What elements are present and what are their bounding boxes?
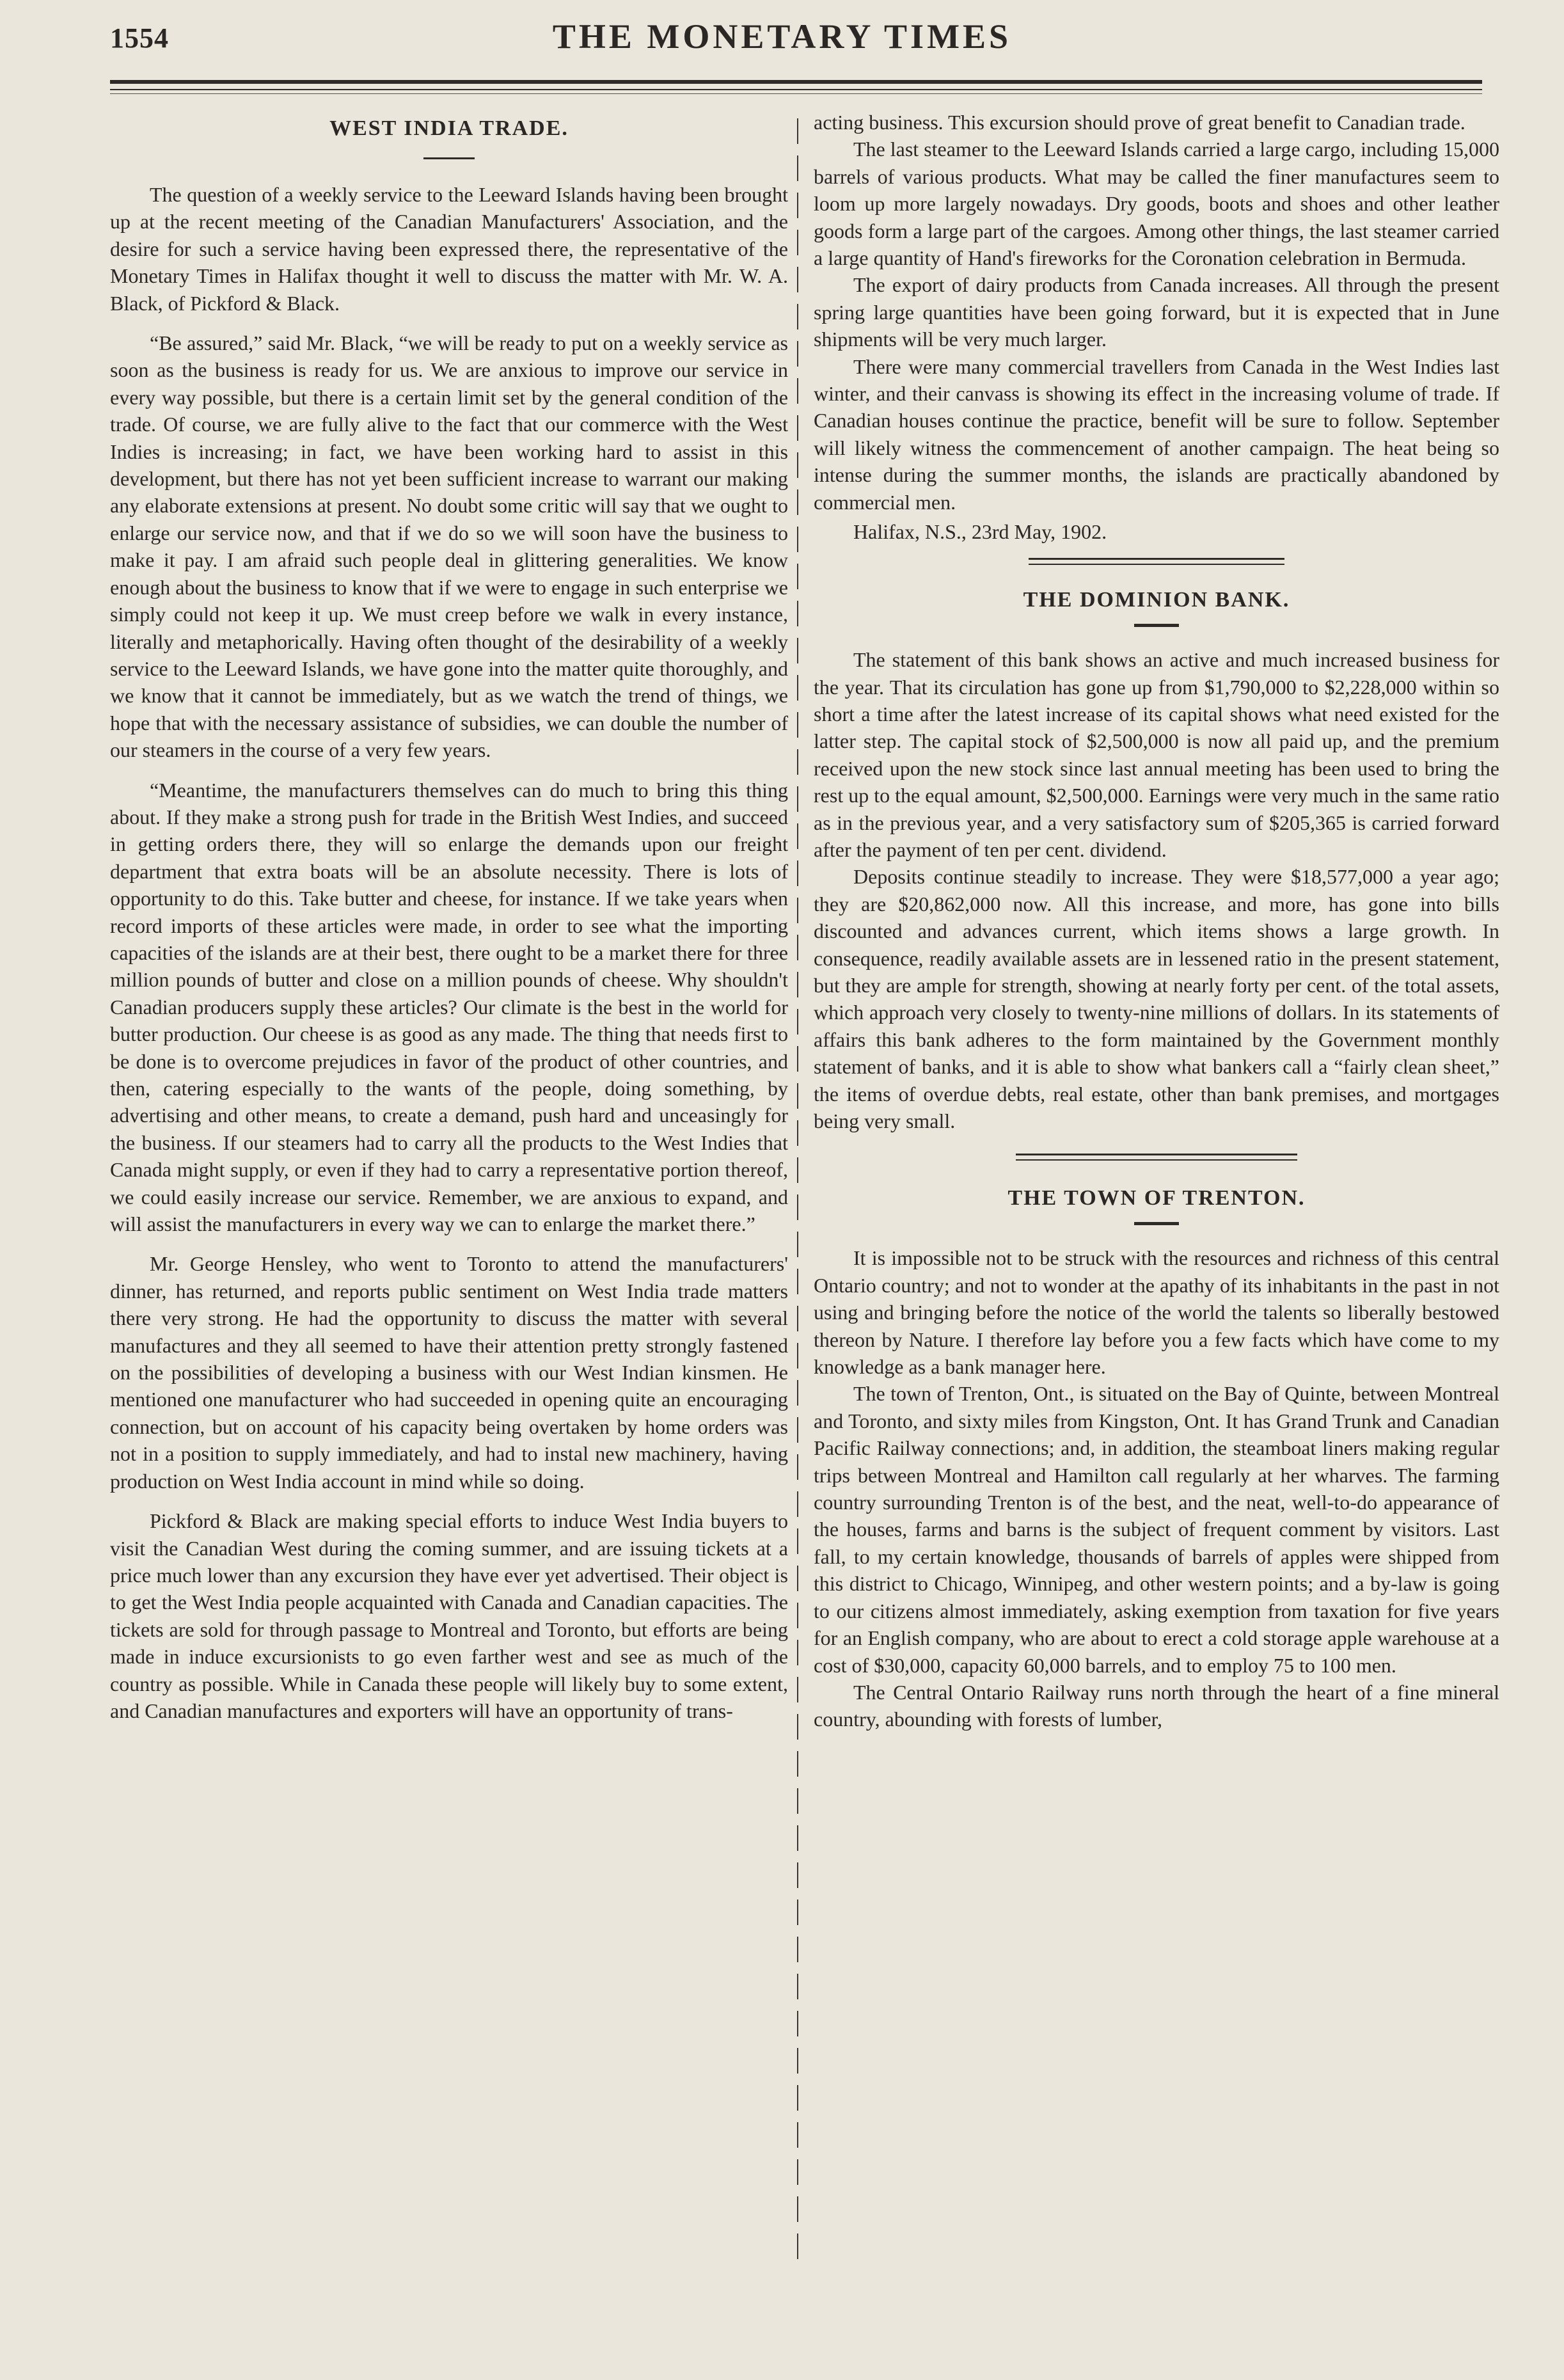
paragraph: The last steamer to the Leeward Islands carried a large cargo, including 15,000 barrels of various products. What may be called the finer manufactures seem to loom up more largely nowadays. Dry goods, boots and shoes and other leather goods form a large part of the cargoes. Among other things, the last steamer carried a large quantity of Hand's fireworks for the Coronation celebration in Bermuda. xyxy=(814,138,1499,270)
paragraph: The town of Trenton, Ont., is situated on the Bay of Quinte, between Montreal and Toronto, and sixty miles from Kingston, Ont. It has Grand Trunk and Canadian Pacific Railway connections; and, in addition, the steamboat liners making regular trips between Montreal and Hamilton call regularly at her wharves. The farming country surrounding Trenton is of the best, and the neat, well-to-do appearance of the houses, farms and barns is the subject of frequent comment by visitors. Last fall, to my certain knowledge, thousands of barrels of apples were shipped from this district to Chicago, Winnipeg, and other western points; and a by-law is going to our citizens almost immediately, asking exemption from taxation for five years for an English company, who are about to erect a cold storage apple warehouse at a cost of $30,000, capacity 60,000 barrels, and to employ 75 to 100 men. xyxy=(814,1382,1499,1677)
paragraph: “Meantime, the manufacturers themselves can do much to bring this thing about. If they make a strong push for trade in the British West Indies, and succeed in getting orders there, they will so enlarge the demands upon our freight department that extra boats will be an absolute necessity. There is lots of opportunity to do this. Take butter and cheese, for instance. If we take years when record imports of these articles were made, in order to see what the importing capacities of the islands are at their best, there ought to be a market there for three million pounds of butter and close on a million pounds of cheese. Why shouldn't Canadian producers supply these articles? Our climate is the best in the world for butter production. Our cheese is as good as any made. The thing that needs first to be done is to overcome prejudices in favor of the product of other countries, and then, catering especially to the wants of the people, doing something, by advertising and other means, to create a demand, push hard and unceasingly for the business. If our steamers had to carry all the products to the West Indies that Canada might supply, or even if they had to carry a representative portion thereof, we could easily increase our service. Remember, we are anxious to expand, and will assist the manufacturers in every way we can to enlarge the market there.” xyxy=(110,778,788,1236)
dateline: Halifax, N.S., 23rd May, 1902. xyxy=(853,520,1107,544)
paragraph: It is impossible not to be struck with the resources and richness of this central Ontario country; and not to wonder at the apathy of its inhabitants in the past in not using and bringing before the notice of the world the talents so liberally bestowed thereon by Nature. I therefore lay before you a few facts which have come to my knowledge as a bank manager here. xyxy=(814,1246,1499,1379)
title-underline xyxy=(423,157,475,159)
article-title-dominion-bank: THE DOMINION BANK. xyxy=(1023,588,1290,612)
paragraph: The question of a weekly service to the Leeward Islands having been brought up at the recent meeting of the Canadian Manufacturers' Association, and the desire for such a service having been expressed there, the representative of the Monetary Times in Halifax thought it well to discuss the matter with Mr. W. A. Black, of Pickford & Black. xyxy=(110,183,788,315)
page-number: 1554 xyxy=(110,22,169,54)
left-column xyxy=(110,109,788,1724)
right-column xyxy=(814,109,1499,1733)
article-title-west-india-trade: WEST INDIA TRADE. xyxy=(329,116,569,140)
section-separator xyxy=(1016,1154,1297,1161)
paragraph: Mr. George Hensley, who went to Toronto to attend the manufacturers' dinner, has returned, and reports public sentiment on West India trade matters there very strong. He had the opportunity to discuss the matter with several manufactures and they all seemed to have their attention pretty strongly fastened on the possibilities of developing a business with our West Indian kinsmen. He mentioned one manufacturer who had succeeded in opening quite an encouraging connection, but on account of his capacity being overtaken by home orders was not in a position to supply immediately, and had to instal new machinery, having production on West India account in mind while so doing. xyxy=(110,1252,788,1493)
header-rule-thin xyxy=(110,89,1482,90)
column-divider xyxy=(797,118,798,2268)
paragraph: The Central Ontario Railway runs north through the heart of a fine mineral country, abounding with forests of lumber, xyxy=(814,1680,1499,1731)
paragraph: The statement of this bank shows an active and much increased business for the year. That its circulation has gone up from $1,790,000 to $2,228,000 within so short a time after the latest increase of its capital shows what need existed for the latter step. The capital stock of $2,500,000 is now all paid up, and the premium received upon the new stock since last annual meeting has been used to bring the rest up to the equal amount, $2,500,000. Earnings were very much in the same ratio as in the previous year, and a very satisfactory sum of $205,365 is carried forward after the payment of ten per cent. dividend. xyxy=(814,648,1499,861)
paragraph: Deposits continue steadily to increase. They were $18,577,000 a year ago; they are $20,862,000 now. All this increase, and more, has gone into bills discounted and advances current, which items shows a large growth. In consequence, readily available assets are in lessened ratio in the present statement, but they are ample for strength, showing at nearly forty per cent. of the total assets, which approach very closely to twenty-nine millions of dollars. In its statements of affairs this bank adheres to the form maintained by the Government monthly statement of banks, and it is able to show what bankers call a “fairly clean sheet,” the items of overdue debts, real estate, other than bank premises, and mortgages being very small. xyxy=(814,865,1499,1132)
masthead: THE MONETARY TIMES xyxy=(552,17,1012,56)
paragraph: There were many commercial travellers from Canada in the West Indies last winter, and their canvass is showing its effect in the increasing volume of trade. If Canadian houses continue the practice, benefit will be sure to follow. September will likely witness the commencement of another campaign. The heat being so intense during the summer months, the islands are practically abandoned by commercial men. xyxy=(814,354,1499,514)
header-rule-thick xyxy=(110,80,1482,84)
article-title-town-of-trenton: THE TOWN OF TRENTON. xyxy=(1007,1186,1306,1210)
header-rule-hairline xyxy=(110,93,1482,94)
paragraph: The export of dairy products from Canada increases. All through the present spring large quantities have been going forward, but it is expected that in June shipments will be very much larger. xyxy=(814,273,1499,351)
title-underline xyxy=(1134,624,1179,627)
paragraph: “Be assured,” said Mr. Black, “we will be ready to put on a weekly service as soon as the business is ready for us. We are anxious to improve our service in every way possible, but there is a certain limit set by the general condition of the trade. Of course, we are fully alive to the fact that our commerce with the West Indies is increasing; in fact, we have been working hard to assist in this development, but there has not yet been sufficient increase to warrant our making any elaborate extensions at present. No doubt some critic will say that we ought to enlarge our service now, and that if we do so we will soon have the business to make it pay. I am afraid such people deal in glittering generalities. We know enough about the business to know that if we were to engage in such enterprise we simply could not keep it up. We must creep before we walk in every instance, literally and metaphorically. Having often thought of the desirability of a weekly service to the Leeward Islands, we have gone into the matter quite thoroughly, and we know that it cannot be immediately, but as we watch the trend of things, we hope that with the necessary assistance of subsidies, we can double the number of our steamers in the course of a very few years. xyxy=(110,331,788,762)
title-underline xyxy=(1134,1222,1179,1225)
paragraph: Pickford & Black are making special efforts to induce West India buyers to visit the Canadian West during the coming summer, and are issuing tickets at a price much lower than any excursion they have ever yet advertised. Their object is to get the West India people acquainted with Canada and Canadian capacities. The tickets are sold for through passage to Montreal and Toronto, but efforts are being made in induce excursionists to go even farther west and see as much of the country as possible. While in Canada these people will likely buy to some extent, and Canadian manufactures and exporters will have an opportunity of trans- xyxy=(110,1509,788,1722)
continued-paragraph: acting business. This excursion should prove of great benefit to Canadian trade. xyxy=(814,111,1465,134)
section-separator xyxy=(1029,558,1284,565)
